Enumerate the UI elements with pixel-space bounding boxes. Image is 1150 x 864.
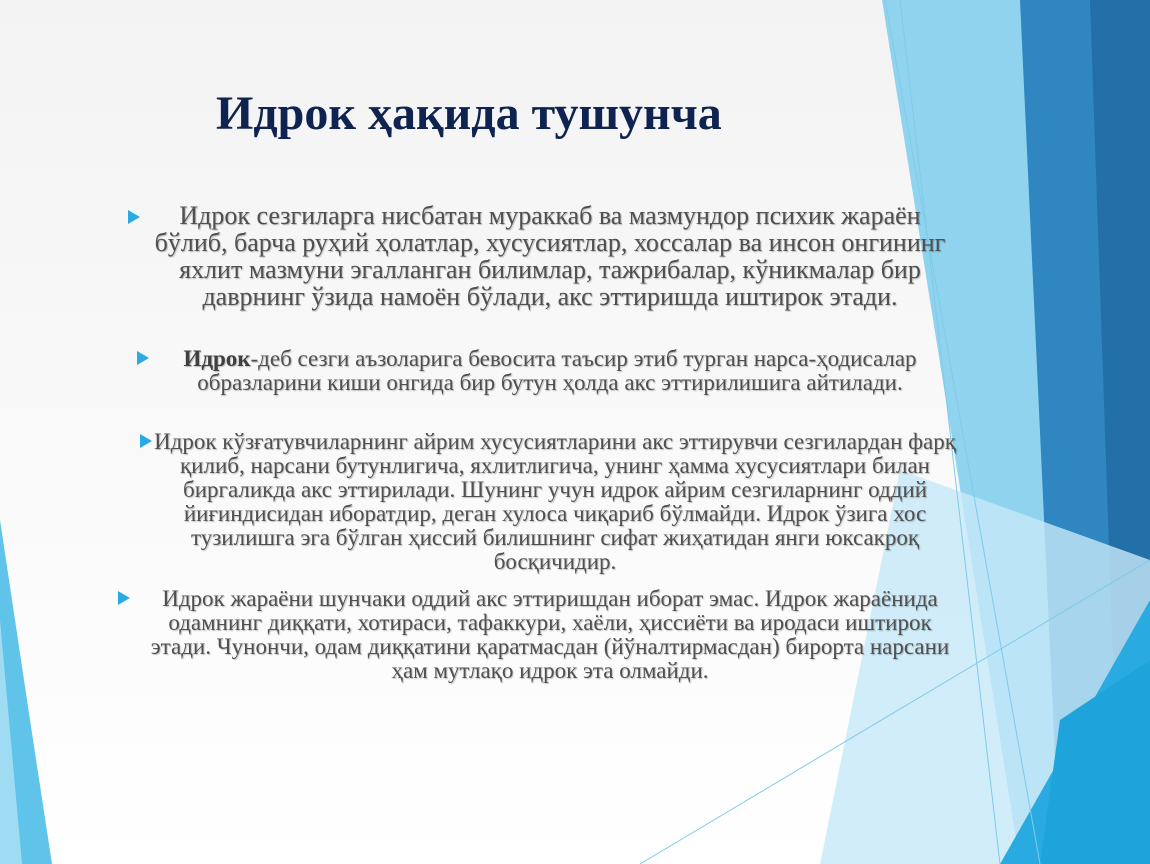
bullet-arrow-icon (137, 351, 149, 365)
bullet-2-bold: Идрок (183, 346, 251, 371)
bullet-1: Идрок сезгиларга нисбатан мураккаб ва мазмундор психик жараён бўлиб, барча руҳий ҳолатлар, хусусиятлар, хоссалар ва инсон онгининг яхлит мазмуни эгалланган билимлар, тажрибалар, кўникмалар бир даврнинг ўзида намоён бўлади, акс эттиришда иштирок этади. (154, 201, 946, 311)
bullet-3: Идрок кўзғатувчиларнинг айрим хусусиятларини акс эттирувчи сезгилардан фарқ қилиб, нарсани бутунлигича, яхлитлигича, унинг ҳамма хусусиятлари билан биргаликда акс эттирилади. Шунинг учун идрок айрим сезгиларнинг оддий йиғиндисидан иборатдир, деган хулоса чиқариб бўлмайди. Идрок ўзига хос тузилишга эга бўлган ҳиссий билишнинг сифат жиҳатидан янги юксакроқ босқичидир. (154, 429, 956, 574)
bullet-4: Идрок жараёни шунчаки оддий акс эттиришдан иборат эмас. Идрок жараёнида одамнинг диққати, хотираси, тафаккури, хаёли, ҳиссиёти ва иродаси иштирок этади. Чунончи, одам диққатини қаратмасдан (йўналтирмасдан) бирорта нарсани ҳам мутлақо идрок эта олмайди. (150, 586, 950, 683)
bullet-arrow-icon (118, 591, 130, 605)
bullet-arrow-icon (128, 210, 140, 224)
bullet-2 (170, 347, 930, 395)
bullet-2-text: -деб сезги аъзоларига бевосита таъсир этиб турган нарса-ҳодисалар образларини киши онгида бир бутун ҳолда акс эттирилишига айтилади. (197, 346, 917, 395)
slide-title: Идрок ҳақида тушунча (216, 87, 722, 140)
